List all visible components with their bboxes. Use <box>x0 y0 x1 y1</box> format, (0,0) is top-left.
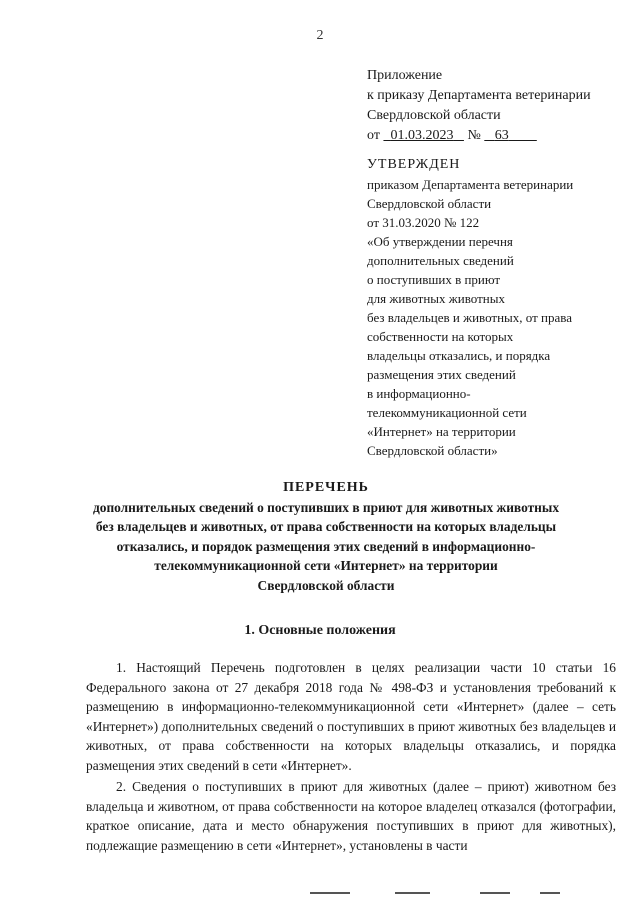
appendix-block <box>367 66 591 146</box>
approved-line: дополнительных сведений <box>367 253 514 268</box>
approved-line: приказом Департамента ветеринарии <box>367 177 574 192</box>
title-main: ПЕРЕЧЕНЬ <box>283 480 369 495</box>
title-line: без владельцев и животных, от права собственности на которых владельцы <box>95 519 557 534</box>
title-line: отказались, и порядок размещения этих сведений в информационно- <box>116 538 536 554</box>
appendix-order-ref: к приказу Департамента ветеринарии <box>367 88 591 103</box>
appendix-date-line <box>367 126 591 146</box>
approved-line: о поступивших в приют <box>367 272 501 287</box>
approved-line: без владельцев и животных, от права <box>367 310 573 325</box>
approved-line: собственности на которых <box>367 329 514 344</box>
appendix-region: Свердловской области <box>367 108 501 123</box>
approved-line: телекоммуникационной сети <box>367 405 527 420</box>
approved-heading: УТВЕРЖДЕН <box>367 157 461 172</box>
body-text <box>86 658 616 857</box>
title-line: дополнительных сведений о поступивших в приют для животных животных <box>92 499 560 515</box>
paragraph: 2. Сведения о поступивших в приют для животных (далее – приют) животном без владельца и животном, от права собственности на которое владелец отказался (фотографии, краткое описание, дата и место обнаружения поступивших в приют для животных), подлежащие размещению в сети «Интернет», установлены в части <box>86 779 616 853</box>
approved-line: размещения этих сведений <box>367 367 516 382</box>
number-prefix: № <box>467 128 481 143</box>
approved-line: «Об утверждении перечня <box>367 234 513 249</box>
section-heading: 1. Основные положения <box>244 623 396 638</box>
approved-block <box>367 155 573 460</box>
document-title <box>60 478 592 595</box>
approved-line: «Интернет» на территории <box>367 424 516 439</box>
paragraph: 1. Настоящий Перечень подготовлен в целях реализации части 10 статьи 16 Федерального закона от 27 декабря 2018 года № 498-ФЗ и установления требований к размещению в информационно-телекоммуникационной сети «Интернет» (далее – сеть «Интернет») дополнительных сведений о поступивших в приют животных без владельцев и животных, от права собственности на которых владельцы отказались, и порядка размещения этих сведений в сети «Интернет». <box>86 660 616 773</box>
approved-line: в информационно- <box>367 386 471 401</box>
approved-line: владельцы отказались, и порядка <box>367 348 551 363</box>
approved-line: для животных животных <box>367 291 505 306</box>
title-line: телекоммуникационной сети «Интернет» на территории <box>154 558 498 573</box>
appendix-label: Приложение <box>367 68 443 83</box>
approved-line: Свердловской области <box>367 196 492 211</box>
title-line: Свердловской области <box>257 577 395 593</box>
page-number: 2 <box>316 28 324 43</box>
approved-line: от 31.03.2020 № 122 <box>367 215 480 230</box>
order-number: 63 <box>494 128 509 143</box>
scan-marks <box>300 892 580 896</box>
date-prefix: от <box>367 128 380 143</box>
approved-line: Свердловской области» <box>367 443 498 458</box>
order-date: 01.03.2023 <box>390 128 454 143</box>
